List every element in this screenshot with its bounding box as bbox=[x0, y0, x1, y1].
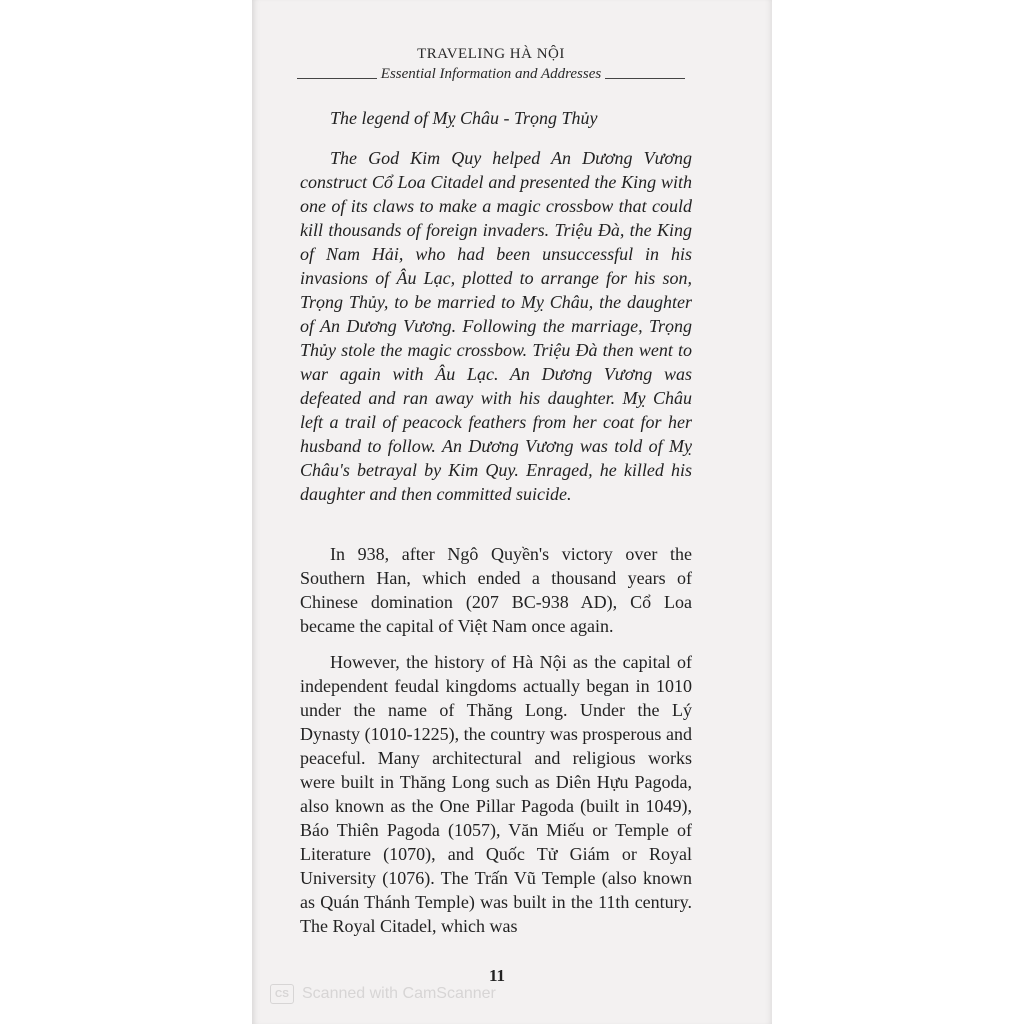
header-rule-left bbox=[297, 78, 377, 79]
header-title: TRAVELING HÀ NỘI bbox=[417, 46, 565, 62]
camscanner-icon: CS bbox=[270, 984, 294, 1004]
paragraph-text: The God Kim Quy helped An Dương Vương construct Cổ Loa Citadel and presented the King with one of its claws to make a magic crossbow that could kill thousands of foreign invaders. Triệu Đà, the King of Nam Hải, who had been unsuccessful in his invasions of Âu Lạc, plotted to arrange for his son, Trọng Thủy, to be married to Mỵ Châu, the daughter of An Dương Vương. Following the marriage, Trọng Thủy stole the magic crossbow. Triệu Đà then went to war again with Âu Lạc. An Dương Vương was defeated and ran away with his daughter. Mỵ Châu left a trail of peacock feathers from her coat for her husband to follow. An Dương Vương was told of Mỵ Châu's betrayal by Kim Quy. Enraged, he killed his daughter and then committed suicide. bbox=[300, 148, 692, 504]
watermark-text: Scanned with CamScanner bbox=[302, 985, 496, 1002]
header-subtitle: Essential Information and Addresses bbox=[380, 66, 602, 82]
page-number: 11 bbox=[488, 966, 506, 985]
paragraph-938 bbox=[300, 542, 692, 638]
header-rule-right bbox=[605, 78, 685, 79]
paragraph-text: In 938, after Ngô Quyền's victory over the Southern Han, which ended a thousand years of Chinese domination (207 BC-938 AD), Cổ Loa became the capital of Việt Nam once again. bbox=[300, 544, 692, 636]
paragraph-text: However, the history of Hà Nội as the capital of independent feudal kingdoms actually began in 1010 under the name of Thăng Long. Under the Lý Dynasty (1010-1225), the country was prosperous and peaceful. Many architectural and religious works were built in Thăng Long such as Diên Hựu Pagoda, also known as the One Pillar Pagoda (built in 1049), Báo Thiên Pagoda (1057), Văn Miếu or Temple of Literature (1070), and Quốc Tử Giám or Royal University (1076). The Trấn Vũ Temple (also known as Quán Thánh Temple) was built in the 11th century. The Royal Citadel, which was bbox=[300, 652, 692, 936]
section-title: The legend of Mỵ Châu - Trọng Thủy bbox=[330, 108, 598, 128]
scanner-watermark bbox=[270, 984, 496, 1004]
paragraph-thang-long bbox=[300, 650, 692, 938]
running-header bbox=[297, 44, 685, 83]
legend-paragraph bbox=[300, 146, 692, 506]
header-subtitle-row bbox=[297, 66, 685, 83]
